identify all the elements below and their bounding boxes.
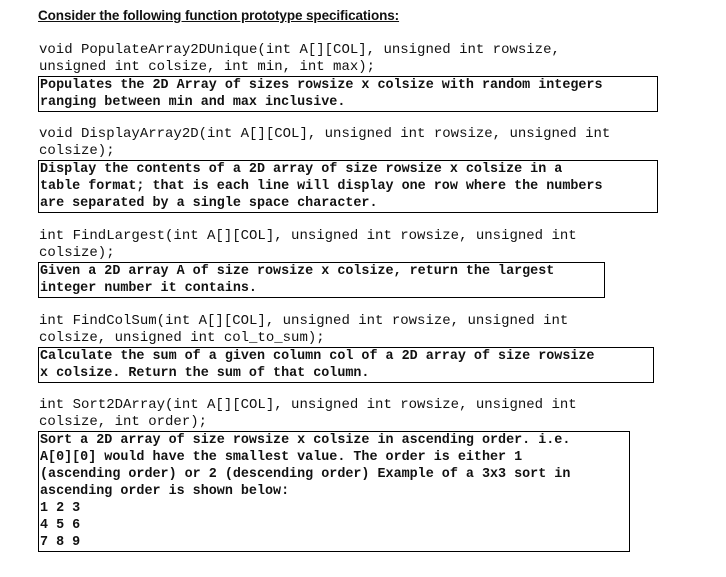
description-line: Display the contents of a 2D array of size rowsize x colsize in a (40, 162, 563, 177)
prototype-line: colsize, unsigned int col_to_sum); (39, 330, 325, 346)
prototype-line: void PopulateArray2DUnique(int A[][COL], unsigned int rowsize, (39, 42, 560, 58)
prototype-line: int FindColSum(int A[][COL], unsigned int rowsize, unsigned int (39, 313, 569, 329)
prototype-line: int Sort2DArray(int A[][COL], unsigned int rowsize, unsigned int (39, 397, 577, 413)
function-description (38, 431, 630, 552)
function-prototype (38, 42, 658, 76)
function-description (38, 160, 658, 213)
spec-display-array (38, 126, 658, 213)
spec-populate-array (38, 42, 658, 112)
spec-find-largest (38, 228, 658, 298)
description-line: integer number it contains. (40, 281, 257, 296)
prototype-line: colsize); (39, 245, 115, 261)
prototype-line: colsize, int order); (39, 414, 208, 430)
description-line: table format; that is each line will display one row where the numbers (40, 179, 603, 194)
function-prototype (38, 228, 658, 262)
prototype-line: void DisplayArray2D(int A[][COL], unsigned int rowsize, unsigned int (39, 126, 611, 142)
function-description (38, 76, 658, 112)
example-row: 7 8 9 (40, 535, 81, 550)
description-line: x colsize. Return the sum of that column. (40, 366, 370, 381)
description-line: are separated by a single space character. (40, 196, 378, 211)
function-prototype (38, 397, 658, 431)
prototype-line: int FindLargest(int A[][COL], unsigned int rowsize, unsigned int (39, 228, 577, 244)
description-line: Calculate the sum of a given column col of a 2D array of size rowsize (40, 349, 595, 364)
description-line: (ascending order) or 2 (descending order) Example of a 3x3 sort in (40, 467, 571, 482)
description-line: Given a 2D array A of size rowsize x colsize, return the largest (40, 264, 555, 279)
description-line: Populates the 2D Array of sizes rowsize x colsize with random integers (40, 78, 603, 93)
description-line: ascending order is shown below: (40, 484, 290, 499)
spec-sort-array (38, 397, 658, 552)
function-description (38, 347, 654, 383)
description-line: Sort a 2D array of size rowsize x colsize in ascending order. i.e. (40, 433, 571, 448)
function-prototype (38, 126, 658, 160)
function-description (38, 262, 605, 298)
spec-find-col-sum (38, 313, 658, 383)
prototype-line: colsize); (39, 143, 115, 159)
description-line: ranging between min and max inclusive. (40, 95, 346, 110)
description-line: A[0][0] would have the smallest value. The order is either 1 (40, 450, 523, 465)
example-row: 1 2 3 (40, 501, 81, 516)
function-prototype (38, 313, 658, 347)
example-row: 4 5 6 (40, 518, 81, 533)
prototype-line: unsigned int colsize, int min, int max); (39, 59, 376, 75)
page-heading: Consider the following function prototype specifications: (38, 8, 400, 23)
